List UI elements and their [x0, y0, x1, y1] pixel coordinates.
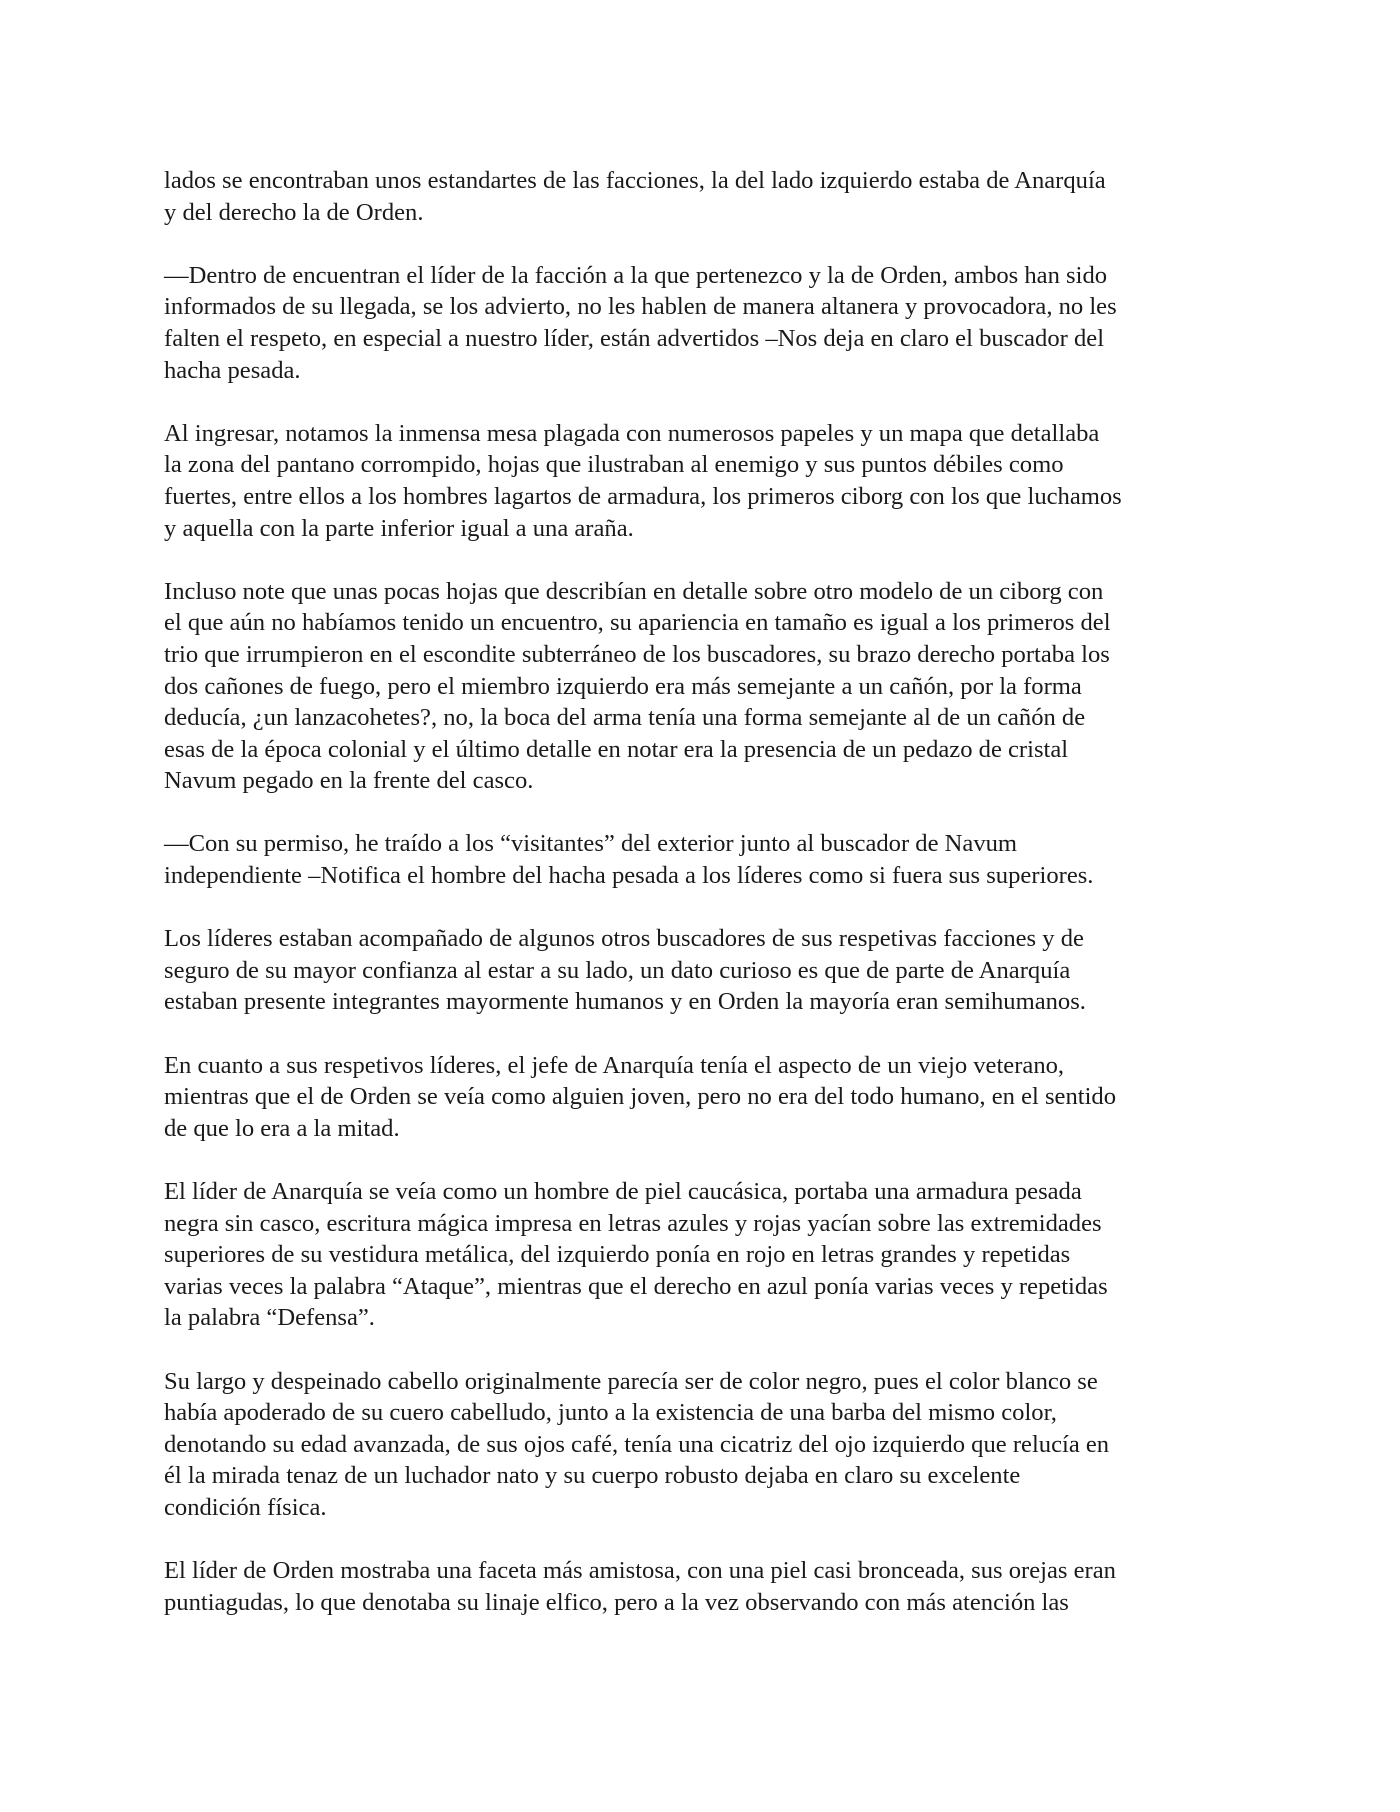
text-line: El líder de Anarquía se veía como un hombre de piel caucásica, portaba una armadura pesada	[164, 1178, 1082, 1205]
text-line: esas de la época colonial y el último detalle en notar era la presencia de un pedazo de cristal	[164, 735, 1069, 763]
text-line: —Dentro de encuentran el líder de la facción a la que pertenezco y la de Orden, ambos han sido	[164, 261, 1108, 289]
text-line: de que lo era a la mitad.	[164, 1114, 400, 1142]
text-line: denotando su edad avanzada, de sus ojos café, tenía una cicatriz del ojo izquierdo que relucía en	[164, 1430, 1110, 1458]
text-line: Los líderes estaban acompañado de algunos otros buscadores de sus respetivas facciones y de	[164, 925, 1084, 953]
paragraph	[164, 923, 1249, 1018]
text-line: —Con su permiso, he traído a los “visitantes” del exterior junto al buscador de Navum	[164, 830, 1018, 858]
paragraph	[164, 260, 1249, 386]
text-line: estaban presente integrantes mayormente humanos y en Orden la mayoría eran semihumanos.	[164, 988, 1086, 1016]
paragraph	[164, 576, 1249, 797]
text-line: mientras que el de Orden se veía como alguien joven, pero no era del todo humano, en el sentido	[164, 1083, 1117, 1111]
text-line: negra sin casco, escritura mágica impresa en letras azules y rojas yacían sobre las extremidades	[164, 1209, 1102, 1237]
paragraph	[164, 1176, 1249, 1334]
text-line: El líder de Orden mostraba una faceta más amistosa, con una piel casi bronceada, sus orejas eran	[164, 1557, 1116, 1585]
paragraph	[164, 165, 1249, 228]
text-line: y del derecho la de Orden.	[164, 198, 424, 226]
paragraph	[164, 1555, 1249, 1618]
paragraph	[164, 1050, 1249, 1145]
text-line: fuertes, entre ellos a los hombres lagartos de armadura, los primeros ciborg con los que luchamos	[164, 482, 1122, 510]
body-text	[164, 165, 1249, 1650]
text-line: superiores de su vestidura metálica, del izquierdo ponía en rojo en letras grandes y repetidas	[164, 1241, 1071, 1269]
text-line: dos cañones de fuego, pero el miembro izquierdo era más semejante a un cañón, por la forma	[164, 672, 1082, 700]
text-line: varias veces la palabra “Ataque”, mientras que el derecho en azul ponía varias veces y repetidas	[164, 1272, 1108, 1300]
text-line: y aquella con la parte inferior igual a una araña.	[164, 514, 634, 542]
text-line: trio que irrumpieron en el escondite subterráneo de los buscadores, su brazo derecho portaba los	[164, 640, 1110, 668]
text-line: hacha pesada.	[164, 356, 301, 384]
text-line: independiente –Notifica el hombre del hacha pesada a los líderes como si fuera sus superiores.	[164, 862, 1094, 890]
text-line: la zona del pantano corrompido, hojas que ilustraban al enemigo y sus puntos débiles como	[164, 451, 1064, 479]
text-line: Navum pegado en la frente del casco.	[164, 767, 534, 795]
text-line: puntiagudas, lo que denotaba su linaje elfico, pero a la vez observando con más atención las	[164, 1588, 1069, 1616]
text-line: Al ingresar, notamos la inmensa mesa plagada con numerosos papeles y un mapa que detallaba	[164, 419, 1100, 447]
text-line: falten el respeto, en especial a nuestro líder, están advertidos –Nos deja en claro el buscador del	[164, 324, 1105, 352]
text-line: él la mirada tenaz de un luchador nato y su cuerpo robusto dejaba en claro su excelente	[164, 1462, 1021, 1490]
text-line: lados se encontraban unos estandartes de las facciones, la del lado izquierdo estaba de Anarquía	[164, 167, 1106, 194]
text-line: la palabra “Defensa”.	[164, 1304, 375, 1332]
text-line: había apoderado de su cuero cabelludo, junto a la existencia de una barba del mismo color,	[164, 1399, 1057, 1427]
text-line: En cuanto a sus respetivos líderes, el jefe de Anarquía tenía el aspecto de un viejo veterano,	[164, 1051, 1065, 1079]
text-line: deducía, ¿un lanzacohetes?, no, la boca del arma tenía una forma semejante al de un cañón de	[164, 704, 1086, 732]
paragraph	[164, 828, 1249, 891]
text-line: Incluso note que unas pocas hojas que describían en detalle sobre otro modelo de un ciborg con	[164, 577, 1104, 605]
text-line: Su largo y despeinado cabello originalmente parecía ser de color negro, pues el color blanco se	[164, 1367, 1098, 1395]
text-line: el que aún no habíamos tenido un encuentro, su apariencia en tamaño es igual a los primeros del	[164, 609, 1111, 637]
paragraph	[164, 1366, 1249, 1524]
text-line: seguro de su mayor confianza al estar a su lado, un dato curioso es que de parte de Anarquía	[164, 956, 1071, 984]
text-line: condición física.	[164, 1493, 327, 1521]
paragraph	[164, 418, 1249, 544]
text-line: informados de su llegada, se los advierto, no les hablen de manera altanera y provocadora, no les	[164, 293, 1117, 321]
